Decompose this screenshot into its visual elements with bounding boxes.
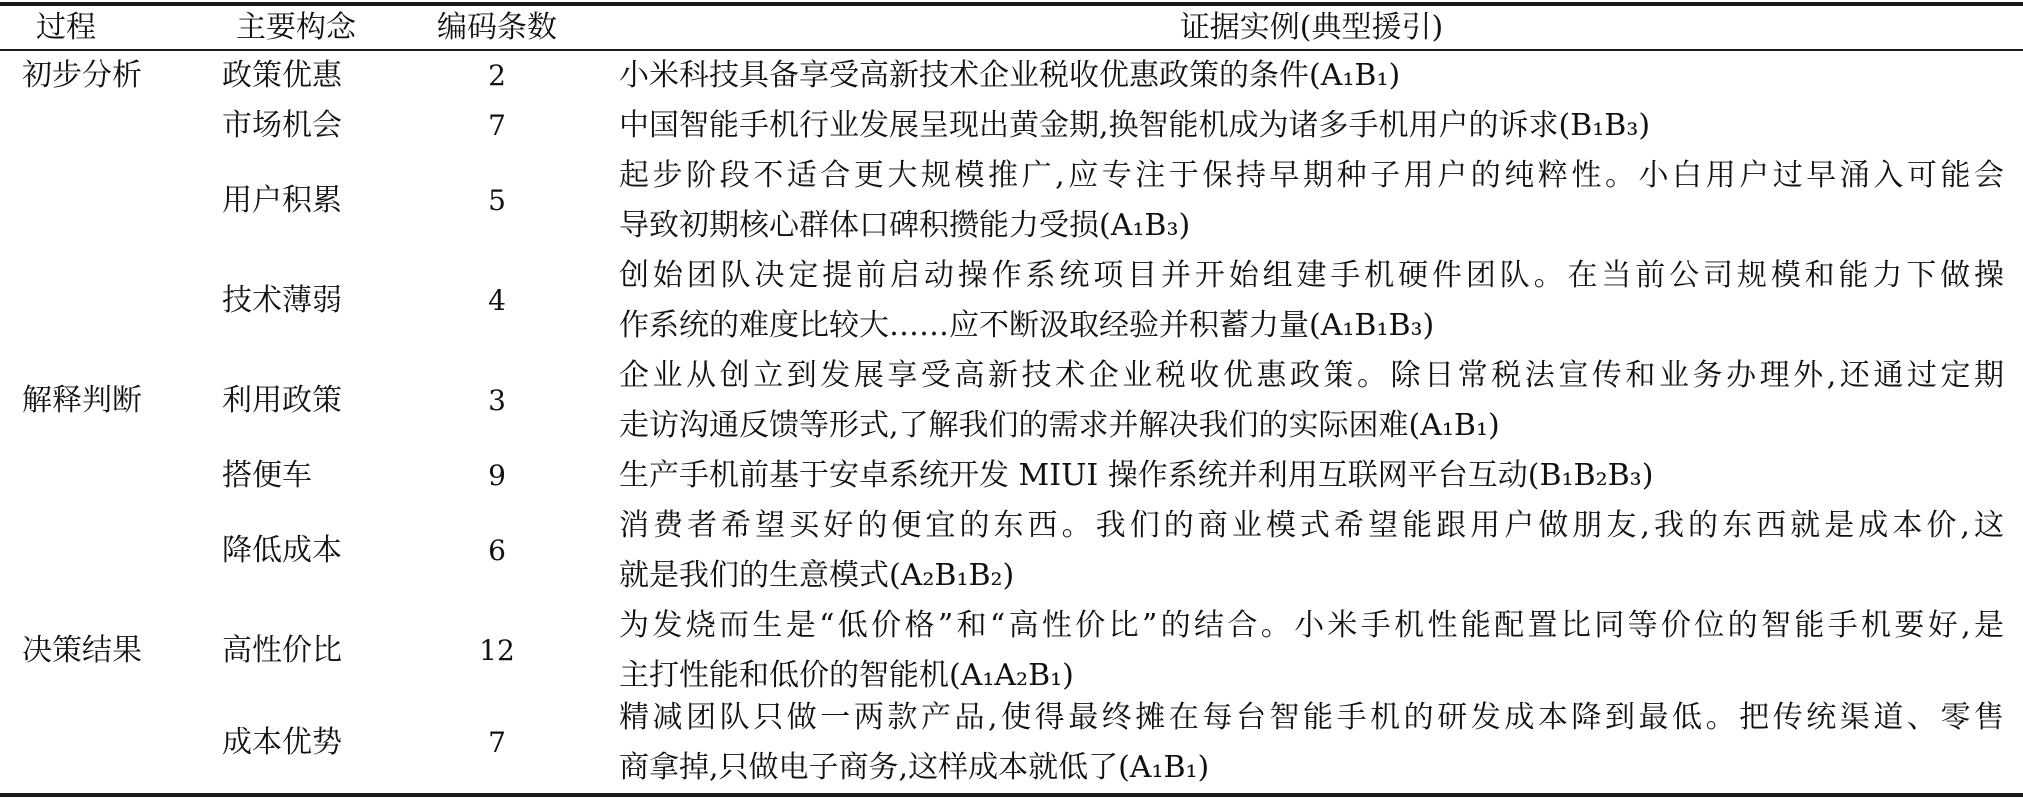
- count-cell: 9: [488, 459, 506, 492]
- evidence-line: 中国智能手机行业发展呈现出黄金期,换智能机成为诸多手机用户的诉求(B₁B₃): [619, 108, 1651, 143]
- table-row: [0, 251, 2023, 351]
- table-row: [0, 501, 2023, 601]
- construct-cell: 利用政策: [222, 383, 342, 418]
- count-cell: 12: [479, 634, 515, 667]
- construct-cell: 政策优惠: [222, 58, 342, 93]
- construct-cell: 搭便车: [222, 458, 312, 493]
- process-cell: 决策结果: [22, 633, 142, 668]
- evidence-line: 商拿掉,只做电子商务,这样成本就低了(A₁B₁): [619, 750, 1210, 785]
- count-cell: 7: [488, 726, 506, 759]
- count-cell: 2: [488, 59, 506, 92]
- evidence-cell: [619, 51, 2004, 101]
- evidence-cell: [619, 693, 2004, 793]
- header-count: 编码条数: [437, 10, 557, 45]
- header-evidence: 证据实例(典型援引): [1179, 10, 1444, 45]
- table-header: [0, 6, 2023, 49]
- count-cell: 6: [488, 534, 506, 567]
- table-row: [0, 601, 2023, 701]
- table-row: [0, 351, 2023, 451]
- table-row: [0, 693, 2023, 793]
- construct-cell: 市场机会: [222, 108, 342, 143]
- evidence-line: 企业从创立到发展享受高新技术企业税收优惠政策。除日常税法宣传和业务办理外,还通过定期: [619, 358, 2004, 393]
- construct-cell: 用户积累: [222, 183, 342, 218]
- table-row: [0, 151, 2023, 251]
- construct-cell: 成本优势: [222, 725, 342, 760]
- evidence-cell: [619, 101, 2004, 151]
- evidence-line: 就是我们的生意模式(A₂B₁B₂): [619, 558, 1015, 593]
- table-bottom-rule: [0, 793, 2023, 797]
- evidence-line: 走访沟通反馈等形式,了解我们的需求并解决我们的实际困难(A₁B₁): [619, 408, 1500, 443]
- evidence-cell: [619, 351, 2004, 451]
- evidence-cell: [619, 251, 2004, 351]
- process-cell: 解释判断: [22, 383, 142, 418]
- table-row: [0, 451, 2023, 501]
- construct-cell: 技术薄弱: [222, 283, 342, 318]
- construct-cell: 高性价比: [222, 633, 342, 668]
- evidence-line: 作系统的难度比较大……应不断汲取经验并积蓄力量(A₁B₁B₃): [619, 308, 1435, 343]
- evidence-line: 精减团队只做一两款产品,使得最终摊在每台智能手机的研发成本降到最低。把传统渠道、零售: [619, 700, 2004, 735]
- process-cell: 初步分析: [22, 58, 142, 93]
- count-cell: 5: [488, 184, 506, 217]
- evidence-line: 导致初期核心群体口碑积攒能力受损(A₁B₃): [619, 208, 1191, 243]
- count-cell: 7: [488, 109, 506, 142]
- evidence-line: 小米科技具备享受高新技术企业税收优惠政策的条件(A₁B₁): [619, 58, 1401, 93]
- construct-cell: 降低成本: [222, 533, 342, 568]
- evidence-cell: [619, 501, 2004, 601]
- evidence-line: 为发烧而生是“低价格”和“高性价比”的结合。小米手机性能配置比同等价位的智能手机要好,是: [619, 608, 2004, 643]
- header-process: 过程: [36, 10, 96, 45]
- table-row: [0, 51, 2023, 101]
- evidence-line: 起步阶段不适合更大规模推广,应专注于保持早期种子用户的纯粹性。小白用户过早涌入可能会: [619, 158, 2004, 193]
- evidence-line: 创始团队决定提前启动操作系统项目并开始组建手机硬件团队。在当前公司规模和能力下做操: [619, 258, 2004, 293]
- evidence-cell: [619, 601, 2004, 701]
- evidence-cell: [619, 451, 2004, 501]
- table-row: [0, 101, 2023, 151]
- evidence-line: 消费者希望买好的便宜的东西。我们的商业模式希望能跟用户做朋友,我的东西就是成本价,这: [619, 508, 2004, 543]
- evidence-cell: [619, 151, 2004, 251]
- count-cell: 4: [488, 284, 506, 317]
- header-construct: 主要构念: [236, 10, 356, 45]
- count-cell: 3: [488, 384, 506, 417]
- evidence-line: 生产手机前基于安卓系统开发 MIUI 操作系统并利用互联网平台互动(B₁B₂B₃): [619, 458, 1654, 493]
- evidence-line: 主打性能和低价的智能机(A₁A₂B₁): [619, 658, 1074, 693]
